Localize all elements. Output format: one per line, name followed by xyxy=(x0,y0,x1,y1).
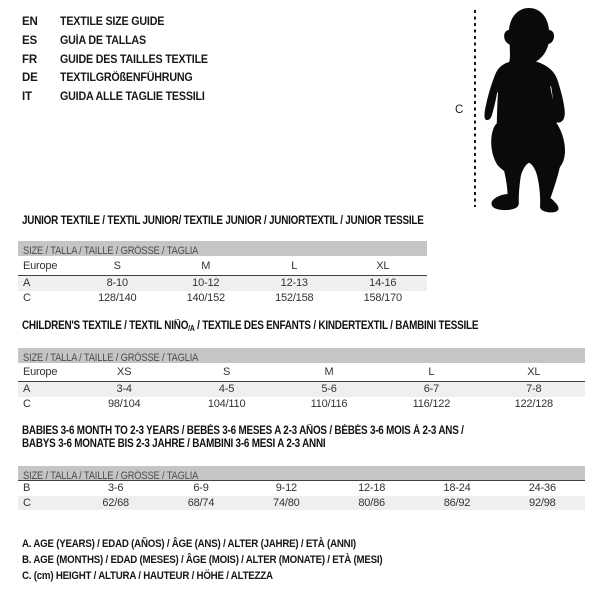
column-header-row xyxy=(18,257,427,276)
language-code: IT xyxy=(22,91,32,104)
table-cell: 9-12 xyxy=(275,482,297,495)
table-cell: 14-16 xyxy=(339,276,428,291)
language-title: TEXTILE SIZE GUIDE xyxy=(60,16,165,28)
language-code: EN xyxy=(22,16,38,28)
size-column-header: L xyxy=(380,363,482,382)
language-row xyxy=(22,32,219,51)
table-cell: 128/140 xyxy=(98,291,137,304)
section-title-text: JUNIOR TEXTILE / TEXTIL JUNIOR/ TEXTILE JUNIOR / JUNIORTEXTIL / JUNIOR TESSILE xyxy=(22,215,424,227)
size-column-header: XL xyxy=(483,363,585,382)
table-cell: 152/158 xyxy=(275,291,314,304)
size-column-header: M xyxy=(162,257,251,276)
row-label-cell: C xyxy=(18,496,73,511)
size-column-header: M xyxy=(278,363,380,382)
table-cell: 68/74 xyxy=(158,496,243,511)
table-cell: 158/170 xyxy=(363,291,402,304)
section-title-line xyxy=(22,320,478,335)
table-row-C xyxy=(18,291,427,306)
size-column-header: XL xyxy=(339,257,428,276)
size-column-header: XS xyxy=(73,363,175,382)
section-title-text: BABIES 3-6 MONTH TO 2-3 YEARS / BEBÉS 3-6 MESES A 2-3 AÑOS / BÉBÉS 3-6 MOIS À 2-3 ANS / xyxy=(22,425,464,437)
baby-silhouette xyxy=(482,6,576,214)
legend-note-line: B. AGE (MONTHS) / EDAD (MESES) / ÂGE (MOIS) / ALTER (MONATE) / ETÀ (MESI) xyxy=(22,554,383,566)
size-header-bar xyxy=(18,241,427,256)
size-header-bar xyxy=(18,466,585,481)
table-cell: 5-6 xyxy=(278,382,380,397)
section-title-text: /A xyxy=(188,324,195,333)
language-title: GUIDE DES TAILLES TEXTILE xyxy=(60,53,208,66)
table-row-C xyxy=(18,397,585,412)
table-cell: 86/92 xyxy=(414,496,499,511)
table-cell: 12-18 xyxy=(358,482,386,495)
height-measure-label: C xyxy=(455,104,464,116)
section-title xyxy=(22,320,478,335)
table-cell: 24-36 xyxy=(528,482,556,495)
table-cell: 6-7 xyxy=(380,382,482,397)
section-title-line xyxy=(22,425,464,438)
table-cell: 80/86 xyxy=(329,496,414,511)
size-header-bar-label: SIZE / TALLA / TAILLE / GRÖSSE / TAGLIA xyxy=(23,470,199,481)
table-cell: 18-24 xyxy=(443,482,471,495)
size-header-bar xyxy=(18,348,585,363)
language-code: DE xyxy=(22,72,38,85)
section-title xyxy=(22,425,464,451)
size-header-bar-label: SIZE / TALLA / TAILLE / GRÖSSE / TAGLIA xyxy=(23,245,199,256)
table-row-B xyxy=(18,481,585,496)
table-cell: 12-13 xyxy=(250,276,339,291)
table-cell: 116/122 xyxy=(412,397,451,410)
table-cell: 110/116 xyxy=(310,397,348,410)
table-cell: 4-5 xyxy=(175,382,277,397)
language-code: FR xyxy=(22,53,37,66)
table-cell: 3-4 xyxy=(73,382,175,397)
region-header-cell: Europe xyxy=(18,363,73,382)
language-title: TEXTILGRÖßENFÜHRUNG xyxy=(60,72,193,85)
table-cell: 92/98 xyxy=(500,496,585,511)
section-title-text: CHILDREN'S TEXTILE / TEXTIL NIÑO xyxy=(22,320,189,332)
language-code: ES xyxy=(22,34,37,47)
row-label-cell: A xyxy=(18,276,73,291)
region-header-cell: Europe xyxy=(18,257,73,276)
size-table xyxy=(18,257,427,305)
size-table xyxy=(18,363,585,411)
size-header-bar-label: SIZE / TALLA / TAILLE / GRÖSSE / TAGLIA xyxy=(23,352,199,363)
size-column-header: S xyxy=(73,257,162,276)
row-label-cell: C xyxy=(23,291,31,304)
section-title-line xyxy=(22,215,424,228)
language-row xyxy=(22,51,219,70)
table-row-A xyxy=(18,382,585,397)
legend-notes xyxy=(22,536,422,584)
table-cell: 104/110 xyxy=(207,397,246,410)
section-title-text: BABYS 3-6 MONATE BIS 2-3 JAHRE / BAMBINI 3-6 MESI A 2-3 ANNI xyxy=(22,438,326,451)
language-title: GUIDA ALLE TAGLIE TESSILI xyxy=(60,91,205,104)
row-label-cell: A xyxy=(18,382,73,397)
row-label-cell: B xyxy=(23,482,31,495)
language-row xyxy=(22,13,219,32)
table-cell: 98/104 xyxy=(107,397,141,410)
table-row-A xyxy=(18,276,427,291)
height-measure-dashed-line xyxy=(474,10,476,207)
column-header-row xyxy=(18,363,585,382)
table-cell: 62/68 xyxy=(73,496,158,511)
language-row xyxy=(22,69,219,88)
language-title: GUÍA DE TALLAS xyxy=(60,34,146,47)
table-cell: 6-9 xyxy=(193,482,209,495)
legend-note-line: C. (cm) HEIGHT / ALTURA / HAUTEUR / HÖHE / ALTEZZA xyxy=(22,570,273,582)
legend-note-line: A. AGE (YEARS) / EDAD (AÑOS) / ÂGE (ANS) / ALTER (JAHRE) / ETÀ (ANNI) xyxy=(22,538,356,550)
language-list xyxy=(22,13,219,107)
size-table xyxy=(18,481,585,510)
section-title-text: / TEXTILE DES ENFANTS / KINDERTEXTIL / BAMBINI TESSILE xyxy=(194,320,479,332)
language-row xyxy=(22,88,219,107)
table-cell: 8-10 xyxy=(73,276,162,291)
table-cell: 122/128 xyxy=(514,397,553,410)
section-title-line xyxy=(22,438,464,451)
table-cell: 3-6 xyxy=(108,482,124,495)
size-column-header: S xyxy=(175,363,277,382)
row-label-cell: C xyxy=(23,397,31,410)
table-cell: 74/80 xyxy=(244,496,329,511)
table-cell: 7-8 xyxy=(483,382,585,397)
table-cell: 10-12 xyxy=(162,276,251,291)
table-cell: 140/152 xyxy=(186,291,225,304)
table-row-C xyxy=(18,496,585,511)
size-column-header: L xyxy=(250,257,339,276)
section-title xyxy=(22,215,424,228)
